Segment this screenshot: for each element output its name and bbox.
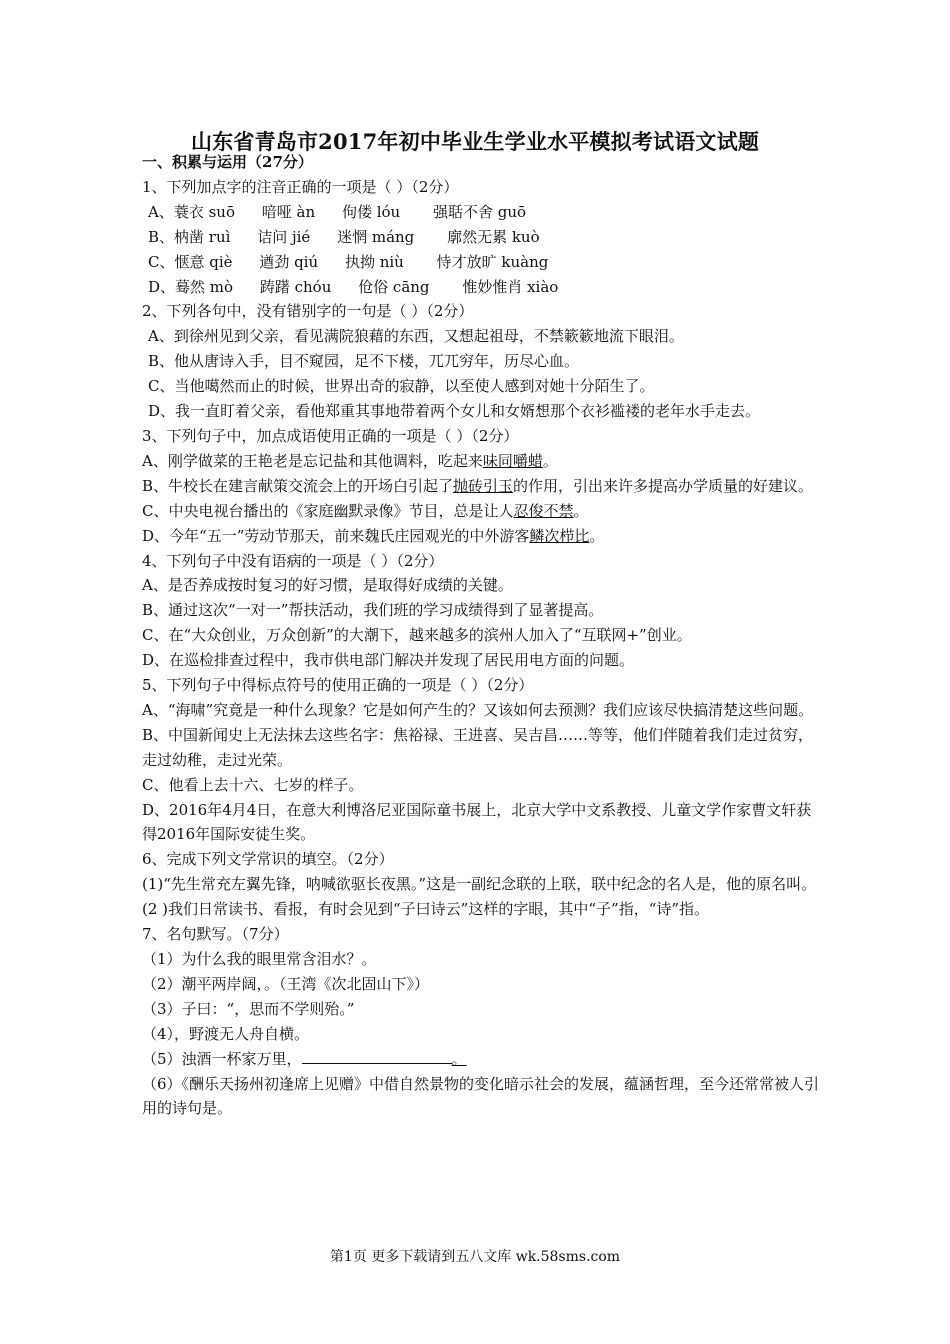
q1-d-1: D、蓦然 mò xyxy=(148,277,234,296)
q1-c-3: 执拗 niù xyxy=(344,252,404,271)
q3-d-idiom: 鳞次栉比 xyxy=(529,526,590,545)
q7-item-5-end: 。 xyxy=(451,1049,467,1068)
q1-d-2: 踌躇 chóu xyxy=(259,277,332,296)
q7-item-4: （4），野渡无人舟自横。 xyxy=(142,1024,310,1043)
q1-b-4: 廓然无累 kuò xyxy=(447,227,540,246)
q6-stem: 6、完成下列文学常识的填空。（2分） xyxy=(142,850,394,869)
q5-option-b: B、中国新闻史上无法抹去这些名字：焦裕禄、王进喜、吴吉昌……等等，他们伴随着我们走过贫穷，走过幼稚，走过光荣。 xyxy=(142,725,814,769)
q3-b-end: 的作用，引出来许多提高办学质量的好建议。 xyxy=(513,476,814,495)
q1-b-3: 迷惘 máng xyxy=(337,227,415,246)
page-title: 山东省青岛市2017年初中毕业生学业水平模拟考试语文试题 xyxy=(190,129,760,154)
q4-option-c: C、在“大众创业，万众创新”的大潮下，越来越多的滨州人加入了“互联网+”创业。 xyxy=(142,626,692,645)
q2-option-d: D、我一直盯着父亲，看他郑重其事地带着两个女儿和女婿想那个衣衫褴褛的老年水手走去。 xyxy=(148,402,761,421)
q3-c-idiom: 忍俊不禁 xyxy=(513,501,574,520)
q7-item-2: （2）潮平两岸阔，。（王湾《次北固山下》） xyxy=(142,974,430,993)
answer-blank xyxy=(302,1063,452,1064)
q1-c-1: C、惬意 qiè xyxy=(148,252,233,271)
q5-stem: 5、下列句子中得标点符号的使用正确的一项是（ ）（2分） xyxy=(142,676,534,695)
q3-b-idiom: 抛砖引玉 xyxy=(453,476,514,495)
q3-d-end: 。 xyxy=(589,526,605,545)
section-heading: 一、积累与运用（27分） xyxy=(142,153,313,171)
q1-d-4: 惟妙惟肖 xiào xyxy=(462,277,559,296)
q5-option-a: A、“海啸”究竟是一种什么现象？它是如何产生的？又该如何去预测？我们应该尽快搞清楚这些问题。 xyxy=(142,700,814,719)
q1-a-1: A、蓑衣 suō xyxy=(148,202,235,221)
q3-c-text: C、中央电视台播出的《家庭幽默录像》节目，总是让人 xyxy=(142,501,514,520)
q7-stem: 7、名句默写。（7分） xyxy=(142,925,289,944)
q3-option-d xyxy=(142,524,822,549)
q1-option-c xyxy=(142,250,822,275)
q1-d-3: 伧俗 cāng xyxy=(358,277,430,296)
q6-item-1: (1)“先生常充左翼先锋，呐喊欲驱长夜黑。”这是一副纪念联的上联，联中纪念的名人是，他的原名叫。 xyxy=(142,875,817,894)
q6-item-2: (2 )我们日常读书、看报，有时会见到“子曰诗云”这样的字眼，其中“子”指，“诗”指。 xyxy=(142,900,710,919)
q1-a-4: 强聒不舍 guō xyxy=(432,202,527,221)
q1-c-2: 遒劲 qiú xyxy=(259,252,319,271)
q3-option-a xyxy=(142,449,822,474)
q4-stem: 4、下列句子中没有语病的一项是（ ）（2分） xyxy=(142,551,444,570)
q3-option-c xyxy=(142,499,822,524)
q1-a-2: 喑哑 àn xyxy=(261,202,316,221)
q7-item-3: （3）子曰：“，思而不学则殆。” xyxy=(142,999,355,1018)
q1-a-3: 佝偻 lóu xyxy=(341,202,401,221)
q3-d-text: D、今年“五一”劳动节那天，前来魏氏庄园观光的中外游客 xyxy=(142,526,530,545)
q1-b-1: B、枘凿 ruì xyxy=(148,227,231,246)
q7-item-1: （1）为什么我的眼里常含泪水？。 xyxy=(142,950,377,968)
q1-stem: 1、下列加点字的注音正确的一项是（ ）（2分） xyxy=(142,177,459,196)
q2-option-a: A、到徐州见到父亲，看见满院狼藉的东西，又想起祖母，不禁簌簌地流下眼泪。 xyxy=(148,327,684,346)
q7-item-6: （6）《酬乐天扬州初逢席上见赠》中借自然景物的变化暗示社会的发展，蕴涵哲理，至今还常常被人引用的诗句是。 xyxy=(142,1074,820,1118)
q1-c-4: 恃才放旷 kuàng xyxy=(436,252,549,271)
q4-option-b: B、通过这次“一对一”帮扶活动，我们班的学习成绩得到了显著提高。 xyxy=(142,601,604,620)
q5-option-c: C、他看上去十六、七岁的样子。 xyxy=(142,775,364,794)
q1-b-2: 诘问 jié xyxy=(257,227,311,246)
q3-c-end: 。 xyxy=(573,501,589,520)
q3-a-text: A、刚学做菜的王艳老是忘记盐和其他调料，吃起来 xyxy=(142,451,483,470)
q2-stem: 2、下列各句中，没有错别字的一句是（ ）（2分） xyxy=(142,302,474,321)
q3-option-b xyxy=(142,474,822,499)
q3-stem: 3、下列句子中，加点成语使用正确的一项是（ ）（2分） xyxy=(142,426,519,445)
page-footer: 第1页 更多下载请到五八文库 wk.58sms.com xyxy=(329,1249,621,1265)
exam-content xyxy=(142,150,822,1121)
q1-option-b xyxy=(142,225,822,250)
q1-option-d xyxy=(142,275,822,300)
q3-b-text: B、牛校长在建言献策交流会上的开场白引起了 xyxy=(142,476,454,495)
q3-a-idiom: 味同嚼蜡 xyxy=(482,451,543,470)
q2-option-c: C、当他噶然而止的时候，世界出奇的寂静，以至使人感到对她十分陌生了。 xyxy=(148,377,655,396)
q4-option-d: D、在巡检排查过程中，我市供电部门解决并发现了居民用电方面的问题。 xyxy=(142,651,635,670)
q3-a-end: 。 xyxy=(542,451,558,470)
q7-item-5-text: （5）浊酒一杯家万里， xyxy=(142,1049,302,1068)
q2-option-b: B、他从唐诗入手，目不窥园，足不下楼，兀兀穷年，历尽心血。 xyxy=(148,352,580,371)
q5-option-d: D、2016年4月4日，在意大利博洛尼亚国际童书展上，北京大学中文系教授、儿童文学作家曹文轩获得2016年国际安徒生奖。 xyxy=(142,800,812,844)
q1-option-a xyxy=(142,200,822,225)
q4-option-a: A、是否养成按时复习的好习惯，是取得好成绩的关键。 xyxy=(142,576,513,595)
q7-item-5 xyxy=(142,1047,822,1072)
